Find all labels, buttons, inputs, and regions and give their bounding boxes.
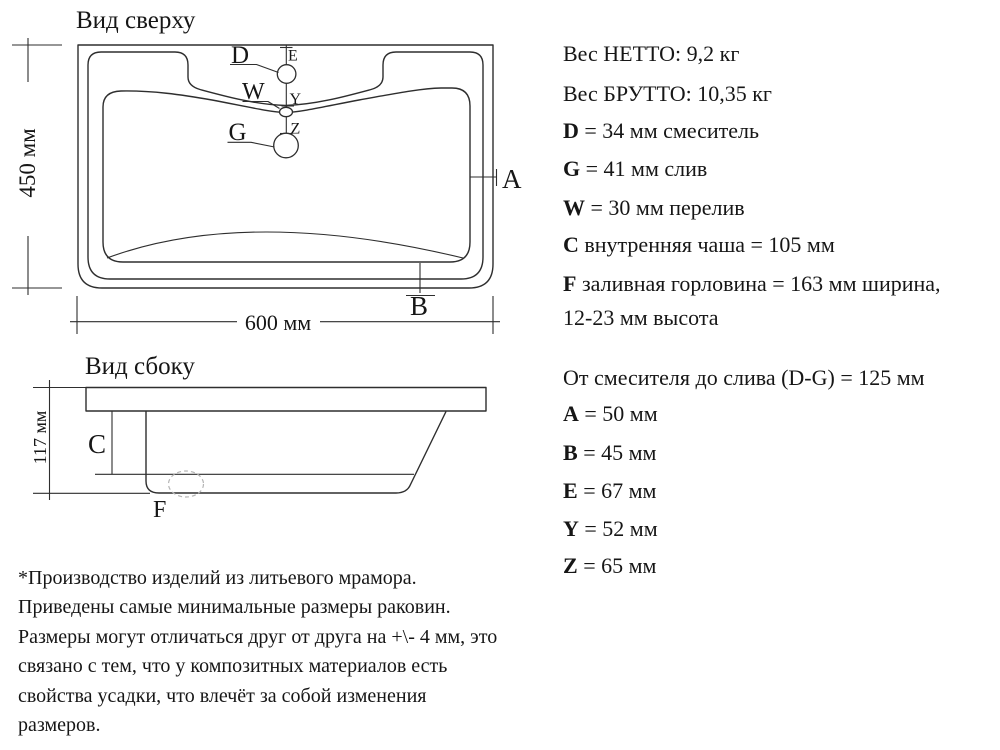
filler-neck-marker — [153, 471, 204, 523]
spec-line-w: W = 30 мм перелив — [563, 195, 745, 220]
spec-line-z: Z = 65 мм — [563, 553, 657, 578]
side-view-drawing — [0, 350, 545, 530]
side-view-title: Вид сбоку — [85, 353, 195, 380]
label-c: C — [88, 429, 107, 459]
faucet-hole-circle — [277, 65, 296, 84]
spec-line-f: F заливная горловина = 163 мм ширина, — [563, 271, 941, 296]
deck-inner-edge — [88, 52, 483, 279]
label-d: D — [231, 42, 250, 69]
spec-line-g: G = 41 мм слив — [563, 156, 708, 181]
spec-line-e: E = 67 мм — [563, 478, 657, 503]
spec-line-net-weight: Вес НЕТТО: 9,2 кг — [563, 41, 740, 66]
label-w: W — [242, 79, 265, 105]
footnote-line: свойства усадки, что влечёт за собой изменения — [18, 684, 427, 707]
height-dim-label: 450 мм — [15, 128, 40, 198]
spec-line-f-height: 12-23 мм высота — [563, 305, 719, 330]
spec-line-d: D = 34 мм смеситель — [563, 118, 760, 143]
dimension-600 — [70, 296, 500, 335]
footnote-line: размеров. — [18, 714, 101, 737]
label-a: A — [502, 164, 522, 194]
footnote-line: связано с тем, что у композитных материалов есть — [18, 655, 448, 678]
sink-side-outline — [86, 388, 486, 494]
width-dim-label: 600 мм — [244, 310, 312, 335]
spec-line-b: B = 45 мм — [563, 440, 657, 465]
side-height-dim-label: 117 мм — [30, 410, 50, 465]
bowl-profile — [146, 412, 446, 494]
label-y: Y — [289, 91, 302, 108]
spec-line-a: A = 50 мм — [563, 401, 658, 426]
spec-line-c: C внутренняя чаша = 105 мм — [563, 232, 835, 257]
dimension-a — [470, 164, 522, 194]
spec-line-y: Y = 52 мм — [563, 516, 658, 541]
footnote-line: Размеры могут отличаться друг от друга на +\- 4 мм, это — [18, 625, 498, 648]
label-f: F — [153, 497, 167, 523]
label-g: G — [228, 119, 247, 146]
deck-slab — [86, 388, 486, 412]
label-z: Z — [290, 120, 301, 138]
spec-line-gross-weight: Вес БРУТТО: 10,35 кг — [563, 81, 772, 106]
production-footnote — [18, 564, 497, 740]
top-view-drawing — [0, 0, 545, 345]
dimension-450 — [12, 38, 62, 295]
footnote-line: Приведены самые минимальные размеры раковин. — [18, 596, 451, 619]
spec-line-dg-distance: От смесителя до слива (D-G) = 125 мм — [563, 365, 925, 390]
footnote-line: *Производство изделий из литьевого мрамора. — [18, 567, 417, 589]
overflow-hole-circle — [280, 107, 293, 116]
label-e: E — [288, 47, 298, 65]
dimension-c — [88, 412, 112, 475]
label-b: B — [410, 291, 429, 321]
top-view-title: Вид сверху — [76, 7, 196, 34]
dimension-b — [406, 263, 435, 321]
bowl-bottom-slope — [107, 232, 463, 258]
